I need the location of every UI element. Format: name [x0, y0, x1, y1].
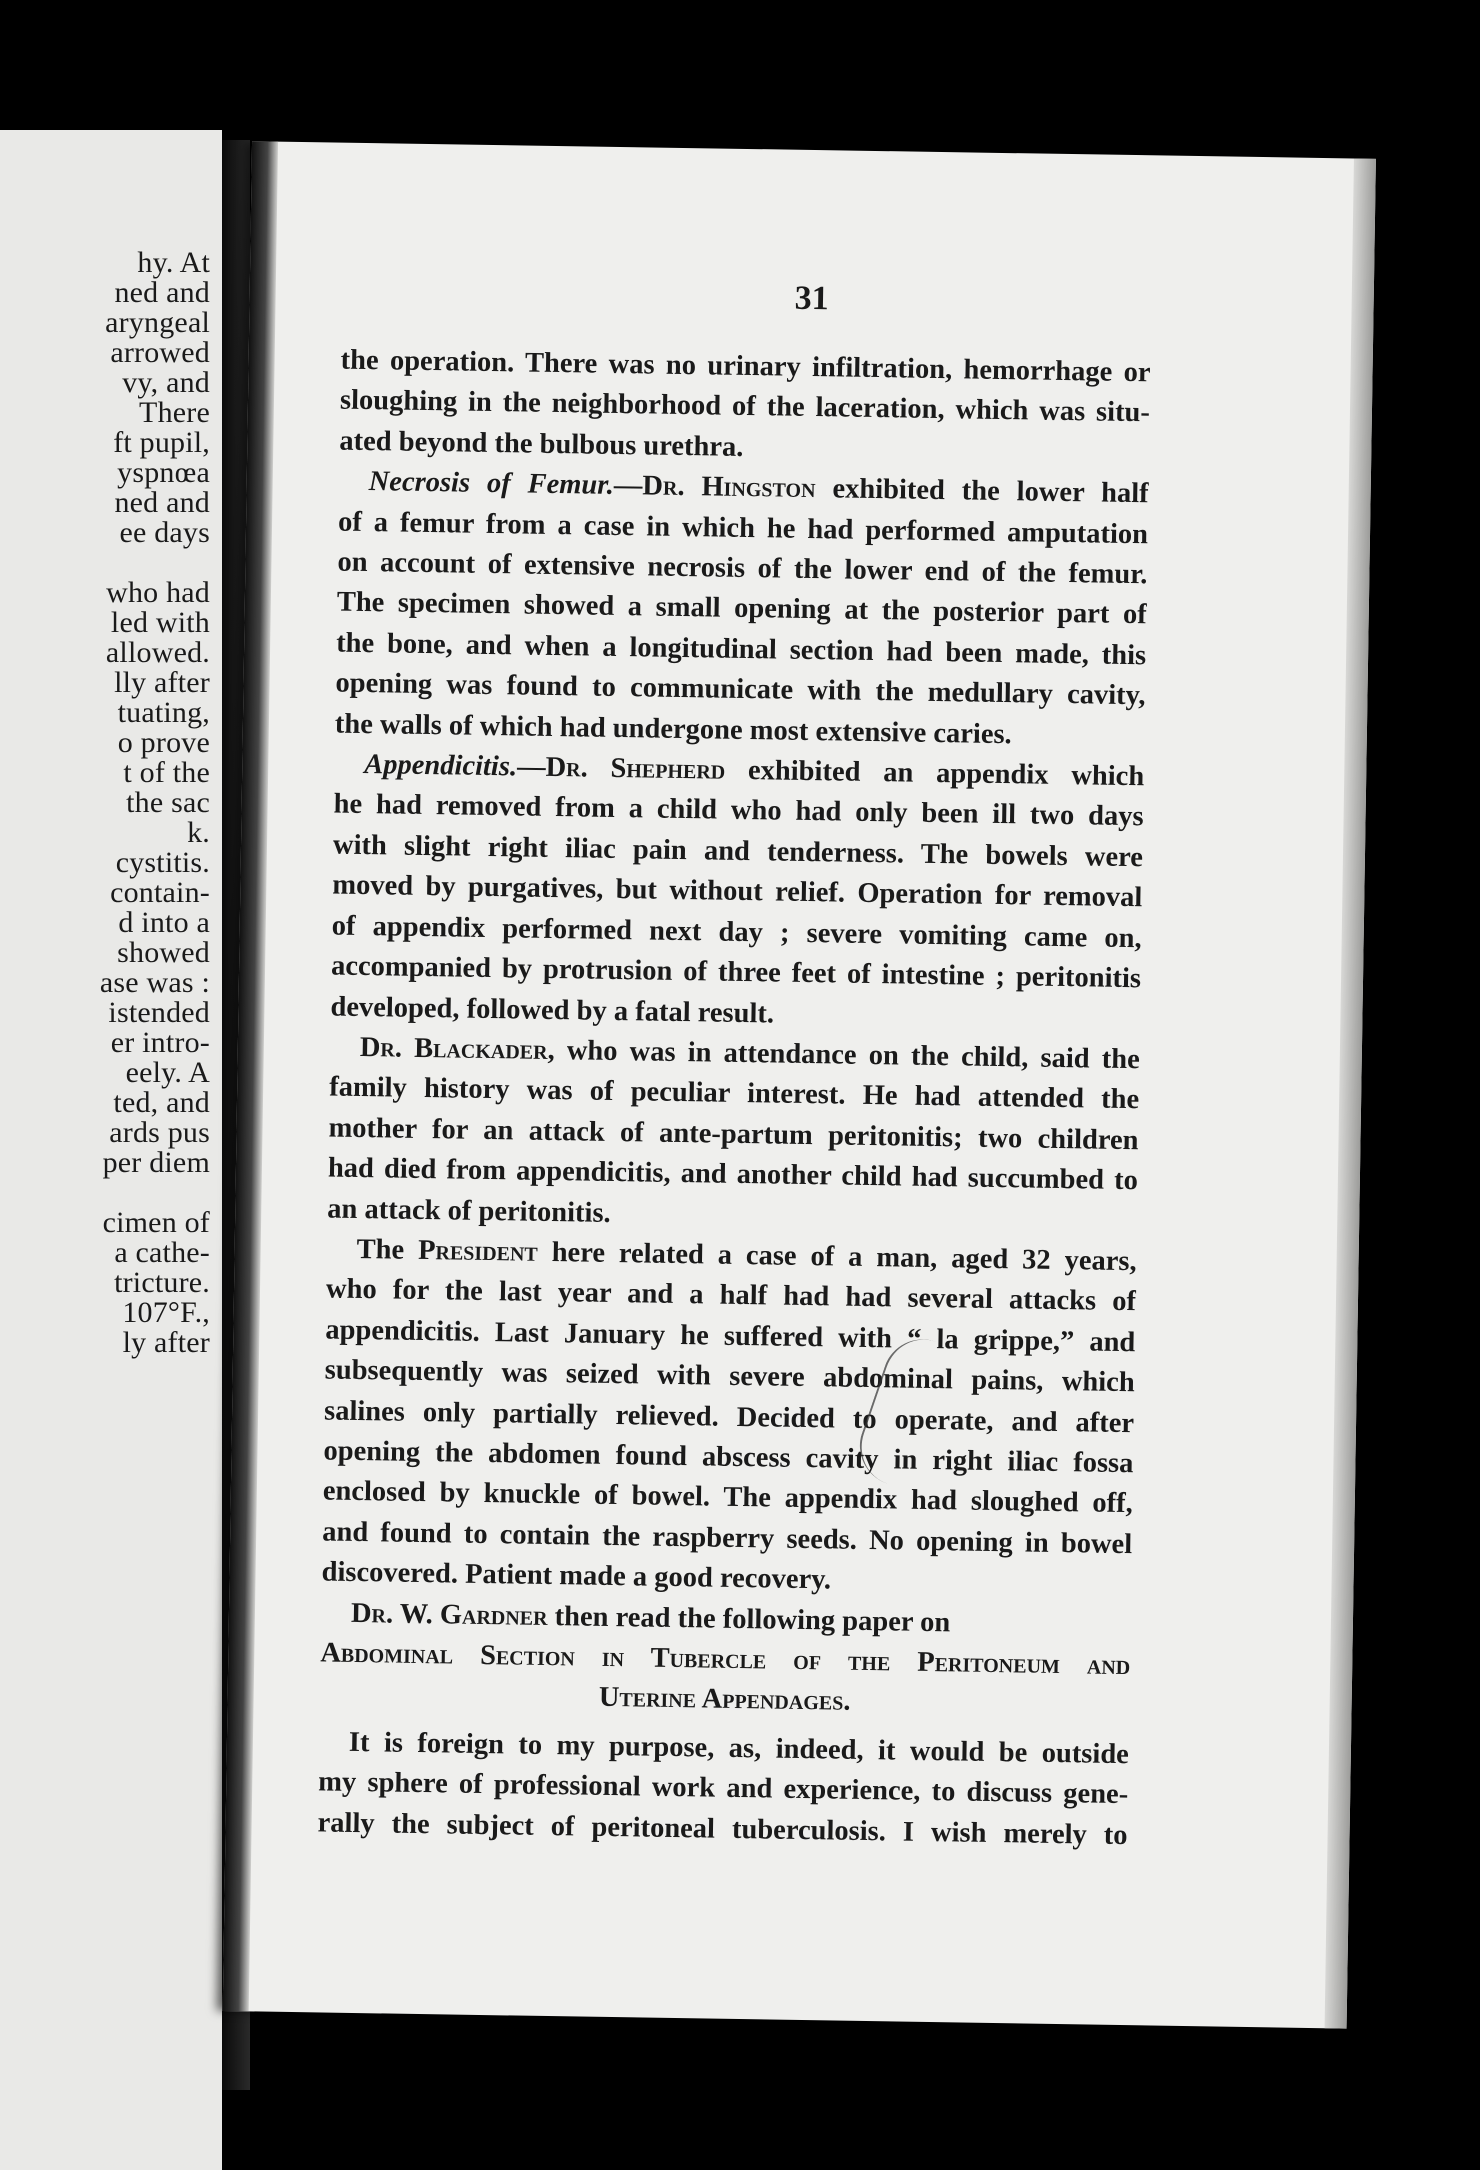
text-run: The: [356, 1233, 419, 1266]
text-run: , who was in attendance on the child, said the: [547, 1034, 1141, 1076]
speaker-name: Dr. Hingston: [642, 470, 816, 505]
text-line: opening was found to communicate with the medullary cavity,: [335, 667, 1146, 712]
facing-page-line: contain-: [110, 876, 210, 909]
facing-page-line: arrowed: [110, 336, 210, 369]
facing-page-line: ly after: [122, 1326, 210, 1359]
facing-page-line: vy, and: [122, 366, 210, 399]
text-line: and found to contain the raspberry seeds. No opening in bowel: [321, 1516, 1133, 1560]
body-text: [317, 341, 1151, 1857]
text-line: ated beyond the bulbous urethra.: [339, 425, 744, 463]
facing-page-line: tuating,: [117, 696, 210, 729]
text-line: salines only partially relieved. Decided to operate, and after: [323, 1395, 1135, 1439]
facing-page-line: cimen of: [102, 1206, 210, 1239]
text-line: on account of extensive necrosis of the lower end of the femur.: [337, 546, 1148, 591]
text-line: developed, followed by a fatal result.: [330, 991, 775, 1029]
paper-title-line-2: Uterine Appendages.: [598, 1682, 851, 1718]
text-run: here related a case of a man, aged 32 years,: [537, 1236, 1137, 1278]
facing-page-line: eely. A: [125, 1056, 210, 1089]
text-line: who for the last year and a half had had several attacks of: [325, 1273, 1137, 1318]
facing-page-line: aryngeal: [105, 306, 210, 339]
text-run: exhibited the lower half: [815, 473, 1149, 510]
text-line: moved by purgatives, but without relief. Operation for removal: [332, 869, 1143, 914]
facing-page: [0, 130, 222, 2170]
paper-title-line-1: Abdominal Section in Tubercle of the Peritoneum and: [320, 1637, 1131, 1682]
text-line: had died from appendicitis, and another child had succumbed to: [327, 1152, 1139, 1197]
text-line: enclosed by knuckle of bowel. The appendix had sloughed off,: [322, 1475, 1134, 1520]
text-line: accompanied by protrusion of three feet of intestine ; peritonitis: [330, 950, 1142, 995]
text-line: subsequently was seized with severe abdominal pains, which: [324, 1354, 1135, 1399]
facing-page-line: tricture.: [114, 1266, 210, 1299]
text-run: then read the following paper on: [547, 1600, 951, 1638]
text-line: my sphere of professional work and experience, to discuss gene-: [318, 1766, 1129, 1811]
text-line: he had removed from a child who had only been ill two days: [333, 789, 1144, 833]
facing-page-line: ards pus: [109, 1116, 210, 1149]
facing-page-line: the sac: [126, 786, 210, 819]
section-title: Appendicitis.: [364, 749, 518, 783]
text-line: the operation. There was no urinary infiltration, hemorrhage or: [340, 344, 1151, 389]
facing-page-line: istended: [108, 996, 210, 1029]
facing-page-line: ee days: [119, 516, 210, 549]
text-line: the walls of which had undergone most extensive caries.: [334, 708, 1012, 750]
text-line: sloughing in the neighborhood of the laceration, which was situ-: [339, 384, 1151, 429]
text-line: The specimen showed a small opening at the posterior part of: [336, 587, 1147, 631]
facing-page-line: showed: [117, 936, 210, 969]
facing-page-line: There: [139, 396, 210, 429]
facing-page-line: ted, and: [113, 1086, 210, 1119]
facing-page-line: 107°F.,: [122, 1296, 210, 1329]
facing-page-line: lly after: [114, 666, 210, 699]
em-dash: —: [516, 751, 546, 783]
main-page: [223, 141, 1376, 2028]
page-edge: [1325, 158, 1376, 2028]
speaker-name: Dr. W. Gardner: [350, 1597, 548, 1632]
speaker-name: Dr. Blackader: [359, 1031, 548, 1066]
facing-page-line: allowed.: [105, 636, 210, 669]
facing-page-line: ned and: [114, 486, 210, 519]
text-line: mother for an attack of ante-partum peritonitis; two children: [328, 1112, 1139, 1156]
facing-page-line: t of the: [123, 756, 210, 789]
facing-page-line: k.: [187, 816, 210, 849]
facing-page-line: yspnœa: [117, 456, 210, 489]
text-line: appendicitis. Last January he suffered with “ la grippe,” and: [325, 1314, 1136, 1358]
section-title: Necrosis of Femur.: [368, 466, 615, 502]
text-line: discovered. Patient made a good recovery.: [321, 1556, 832, 1596]
page-number: 31: [794, 279, 829, 318]
text-line: the bone, and when a longitudinal section had been made, this: [335, 627, 1147, 672]
speaker-name: Dr. Shepherd: [545, 751, 726, 786]
facing-page-line: per diem: [102, 1146, 210, 1179]
text-line: rally the subject of peritoneal tuberculosis. I wish merely to: [317, 1807, 1128, 1851]
text-line: with slight right iliac pain and tenderness. The bowels were: [332, 829, 1144, 874]
facing-page-line: d into a: [118, 906, 210, 939]
facing-page-line: a cathe-: [114, 1236, 210, 1269]
facing-page-line: who had: [106, 576, 210, 609]
facing-page-line: led with: [110, 606, 210, 639]
text-line: family history was of peculiar interest. He had attended the: [328, 1071, 1140, 1116]
text-line: an attack of peritonitis.: [327, 1193, 611, 1229]
text-line: It is foreign to my purpose, as, indeed, it would be outside: [348, 1726, 1130, 1770]
facing-page-line: cystitis.: [115, 846, 210, 879]
facing-page-line: er intro-: [110, 1026, 210, 1059]
text-line: opening the abdomen found abscess cavity in right iliac fossa: [323, 1435, 1134, 1480]
text-line: of appendix performed next day ; severe vomiting came on,: [331, 910, 1142, 954]
text-run: exhibited an appendix which: [725, 754, 1145, 793]
facing-page-line: ft pupil,: [113, 426, 210, 459]
text-line: of a femur from a case in which he had performed amputation: [337, 506, 1149, 550]
facing-page-line: hy. At: [137, 246, 210, 279]
em-dash: —: [613, 470, 643, 502]
facing-page-line: ned and: [114, 276, 210, 309]
speaker-name: President: [417, 1234, 539, 1268]
facing-page-line: ase was :: [99, 966, 210, 999]
facing-page-line: o prove: [117, 726, 210, 759]
